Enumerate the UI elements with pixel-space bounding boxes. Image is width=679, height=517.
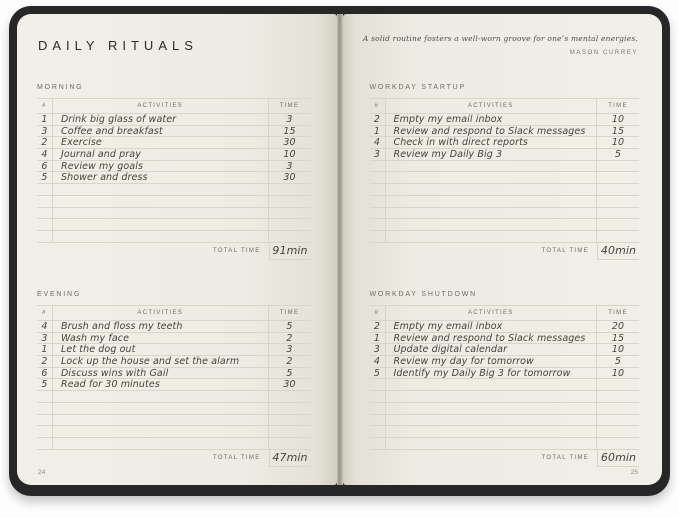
row-number: 1	[370, 333, 386, 344]
table-row	[370, 415, 640, 427]
table-row	[370, 438, 640, 450]
row-time	[597, 184, 639, 195]
table-row	[370, 333, 640, 345]
header-activities: ACTIVITIES	[386, 306, 598, 320]
row-activity: Review my day for tomorrow	[386, 356, 598, 367]
header-time: TIME	[608, 310, 628, 316]
table-body	[370, 321, 640, 450]
row-activity	[386, 196, 598, 207]
row-number: 3	[370, 149, 386, 160]
row-number: 6	[37, 161, 53, 172]
table-row	[370, 379, 640, 391]
row-activity: Update digital calendar	[386, 344, 598, 355]
morning-section-slot	[37, 84, 311, 260]
row-number: 1	[37, 114, 53, 125]
table-row	[37, 149, 311, 161]
row-time	[269, 196, 311, 207]
table-row	[370, 114, 640, 126]
row-activity	[386, 379, 598, 390]
section-label: EVENING	[37, 291, 82, 298]
row-time: 30	[283, 172, 296, 184]
row-number	[37, 438, 53, 449]
notebook-cover	[9, 6, 670, 496]
row-time: 15	[283, 125, 296, 137]
row-activity: Wash my face	[53, 333, 269, 344]
table-row	[37, 137, 311, 149]
table-row	[37, 368, 311, 380]
row-time	[597, 219, 639, 230]
row-activity: Identify my Daily Big 3 for tomorrow	[386, 368, 598, 379]
row-number: 2	[37, 137, 53, 148]
row-time	[269, 403, 311, 414]
row-number: 5	[370, 368, 386, 379]
header-time: TIME	[279, 103, 300, 109]
row-activity	[386, 231, 598, 242]
row-number: 3	[370, 344, 386, 355]
row-number: 1	[37, 344, 53, 355]
table-row	[370, 344, 640, 356]
row-activity: Empty my email inbox	[386, 321, 598, 332]
workday-startup-section-slot	[370, 84, 640, 260]
total-row	[37, 243, 311, 260]
total-time-label: TOTAL TIME	[541, 248, 589, 255]
header-activities: ACTIVITIES	[386, 99, 598, 113]
total-row	[370, 450, 640, 467]
table-row	[37, 231, 311, 243]
row-time	[269, 219, 311, 230]
row-number	[370, 415, 386, 426]
row-activity	[386, 426, 598, 437]
total-time-label: TOTAL TIME	[541, 455, 589, 462]
row-number	[370, 231, 386, 242]
row-time: 10	[611, 137, 625, 149]
row-number	[370, 161, 386, 172]
row-time: 20	[611, 320, 625, 332]
table-row	[37, 391, 311, 403]
row-activity	[53, 196, 269, 207]
row-number: 1	[370, 126, 386, 137]
table-row	[37, 196, 311, 208]
row-number: 3	[37, 126, 53, 137]
ritual-table	[370, 98, 640, 260]
row-activity	[386, 161, 598, 172]
table-row	[37, 333, 311, 345]
left-page	[17, 14, 337, 485]
row-number	[37, 415, 53, 426]
row-time	[597, 161, 639, 172]
row-number	[37, 231, 53, 242]
row-number: 2	[370, 321, 386, 332]
row-activity	[53, 415, 269, 426]
table-row	[370, 321, 640, 333]
ritual-section	[37, 291, 311, 467]
row-number: 4	[370, 356, 386, 367]
row-time: 3	[286, 344, 293, 356]
row-number	[37, 184, 53, 195]
row-number	[37, 403, 53, 414]
table-row	[370, 219, 640, 231]
table-body	[37, 114, 311, 243]
table-row	[370, 161, 640, 173]
table-row	[37, 344, 311, 356]
row-number	[370, 172, 386, 183]
table-row	[37, 379, 311, 391]
row-time: 15	[611, 125, 625, 137]
table-row	[370, 426, 640, 438]
workday-shutdown-section-slot	[370, 291, 640, 467]
row-time: 2	[286, 355, 293, 367]
row-number: 2	[37, 356, 53, 367]
row-activity	[386, 391, 598, 402]
section-label: WORKDAY SHUTDOWN	[369, 291, 477, 298]
table-row	[37, 172, 311, 184]
spine-gutter	[337, 14, 343, 485]
table-header-row	[370, 99, 640, 114]
row-activity: Coffee and breakfast	[53, 126, 269, 137]
row-time	[597, 403, 639, 414]
row-activity: Shower and dress	[53, 172, 269, 183]
table-row	[37, 208, 311, 220]
left-page-number: 24	[38, 469, 46, 476]
section-label: WORKDAY STARTUP	[369, 84, 466, 91]
row-activity: Read for 30 minutes	[53, 379, 269, 390]
row-activity	[53, 438, 269, 449]
table-row	[370, 149, 640, 161]
row-time: 5	[614, 355, 622, 367]
row-number: 2	[370, 114, 386, 125]
row-number	[370, 208, 386, 219]
row-time: 5	[286, 367, 293, 379]
table-row	[370, 126, 640, 138]
table-row	[370, 403, 640, 415]
total-row	[37, 450, 311, 467]
row-activity: Discuss wins with Gail	[53, 368, 269, 379]
notebook-pages	[17, 14, 662, 485]
table-row	[370, 231, 640, 243]
row-activity	[53, 426, 269, 437]
header-time: TIME	[608, 103, 628, 109]
row-number	[37, 196, 53, 207]
total-time-value: 91min	[269, 243, 311, 260]
evening-section-slot	[37, 291, 311, 467]
row-time: 3	[286, 113, 293, 125]
row-activity: Review and respond to Slack messages	[386, 126, 598, 137]
row-time	[597, 172, 639, 183]
row-time: 3	[286, 160, 293, 172]
ritual-table	[370, 305, 640, 467]
table-row	[37, 114, 311, 126]
row-time	[269, 231, 311, 242]
total-time-label: TOTAL TIME	[213, 248, 261, 255]
header-time: TIME	[279, 310, 300, 316]
row-time: 10	[611, 113, 625, 125]
header-number: #	[370, 99, 386, 113]
row-time: 5	[286, 320, 293, 332]
table-body	[37, 321, 311, 450]
row-activity	[386, 415, 598, 426]
row-time: 30	[283, 379, 296, 391]
table-row	[37, 126, 311, 138]
header-number: #	[37, 99, 53, 113]
table-row	[37, 403, 311, 415]
row-number	[370, 184, 386, 195]
ritual-section	[370, 291, 640, 467]
row-number	[370, 426, 386, 437]
total-time-value: 47min	[269, 450, 311, 467]
row-activity	[53, 231, 269, 242]
row-time: 10	[611, 344, 625, 356]
row-number	[37, 391, 53, 402]
total-time-value: 40min	[597, 243, 639, 260]
row-time	[269, 391, 311, 402]
quote-attribution: MASON CURREY	[569, 50, 638, 56]
header-activities: ACTIVITIES	[53, 99, 269, 113]
row-number	[370, 219, 386, 230]
row-activity	[53, 403, 269, 414]
table-row	[370, 137, 640, 149]
row-time	[597, 415, 639, 426]
row-activity	[386, 219, 598, 230]
row-number	[370, 403, 386, 414]
ritual-table	[37, 305, 311, 467]
row-activity: Review my goals	[53, 161, 269, 172]
row-time: 10	[611, 367, 625, 379]
table-header-row	[37, 99, 311, 114]
table-row	[37, 426, 311, 438]
ritual-table	[37, 98, 311, 260]
table-row	[37, 161, 311, 173]
row-activity	[53, 208, 269, 219]
row-activity	[53, 184, 269, 195]
row-activity	[386, 184, 598, 195]
row-activity	[53, 391, 269, 402]
row-time	[269, 208, 311, 219]
total-time-value: 60min	[597, 450, 639, 467]
row-time	[269, 184, 311, 195]
right-page-number: 25	[630, 469, 638, 476]
row-time	[597, 426, 639, 437]
total-time-label: TOTAL TIME	[213, 455, 261, 462]
table-row	[370, 208, 640, 220]
quote-text: A solid routine fosters a well-worn groove for one’s mental energies.	[362, 34, 638, 43]
row-activity: Review my Daily Big 3	[386, 149, 598, 160]
row-number	[37, 208, 53, 219]
table-row	[37, 438, 311, 450]
row-number: 6	[37, 368, 53, 379]
row-number	[370, 391, 386, 402]
row-activity: Let the dog out	[53, 344, 269, 355]
row-time	[269, 426, 311, 437]
row-number	[370, 438, 386, 449]
row-activity: Journal and pray	[53, 149, 269, 160]
row-time	[597, 379, 639, 390]
row-number	[370, 196, 386, 207]
quote-block	[363, 34, 638, 56]
header-number: #	[37, 306, 53, 320]
table-row	[37, 184, 311, 196]
table-header-row	[37, 306, 311, 321]
row-time: 15	[611, 332, 625, 344]
table-row	[370, 196, 640, 208]
row-number: 4	[370, 137, 386, 148]
row-time	[597, 391, 639, 402]
row-number: 3	[37, 333, 53, 344]
table-row	[370, 356, 640, 368]
row-activity	[386, 208, 598, 219]
row-number: 4	[37, 149, 53, 160]
row-activity	[386, 438, 598, 449]
table-row	[37, 219, 311, 231]
row-activity: Brush and floss my teeth	[53, 321, 269, 332]
row-activity	[386, 403, 598, 414]
table-row	[370, 368, 640, 380]
section-label: MORNING	[37, 84, 84, 91]
header-number: #	[370, 306, 386, 320]
page-title: DAILY RITUALS	[38, 38, 198, 53]
row-activity: Check in with direct reports	[386, 137, 598, 148]
row-time: 30	[283, 137, 296, 149]
row-number	[370, 379, 386, 390]
row-time	[597, 231, 639, 242]
row-number: 5	[37, 172, 53, 183]
row-number	[37, 219, 53, 230]
ritual-section	[37, 84, 311, 260]
table-row	[37, 415, 311, 427]
row-time	[597, 208, 639, 219]
row-activity	[53, 219, 269, 230]
table-row	[37, 321, 311, 333]
row-activity	[386, 172, 598, 183]
row-activity: Exercise	[53, 137, 269, 148]
table-header-row	[370, 306, 640, 321]
row-time	[597, 438, 639, 449]
table-row	[37, 356, 311, 368]
row-number: 5	[37, 379, 53, 390]
row-activity: Drink big glass of water	[53, 114, 269, 125]
row-activity: Empty my email inbox	[386, 114, 598, 125]
total-row	[370, 243, 640, 260]
ritual-section	[370, 84, 640, 260]
table-row	[370, 391, 640, 403]
row-time	[597, 196, 639, 207]
row-activity: Lock up the house and set the alarm	[53, 356, 269, 367]
row-time: 5	[614, 148, 622, 160]
right-page	[343, 14, 663, 485]
row-time: 10	[283, 148, 296, 160]
row-number	[37, 426, 53, 437]
row-activity: Review and respond to Slack messages	[386, 333, 598, 344]
row-time	[269, 438, 311, 449]
row-time	[269, 415, 311, 426]
table-body	[370, 114, 640, 243]
table-row	[370, 184, 640, 196]
row-number: 4	[37, 321, 53, 332]
header-activities: ACTIVITIES	[53, 306, 269, 320]
table-row	[370, 172, 640, 184]
row-time: 2	[286, 332, 293, 344]
